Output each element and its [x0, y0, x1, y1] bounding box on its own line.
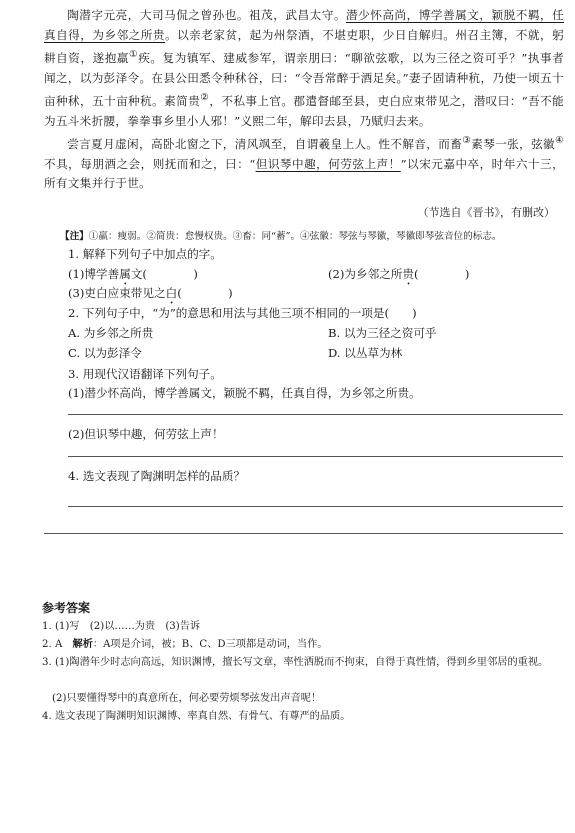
answer-2: 2. A 解析：A项是介词，被；B、C、D三项都是动词，当作。 [42, 639, 328, 650]
question-1-item-1[interactable]: (1)博学善属文( ) [68, 267, 198, 281]
question-2-option-c[interactable]: C. 以为彭泽令 [68, 346, 142, 360]
question-1-stem: 1. 解释下列句子中加点的字。 [68, 247, 222, 261]
question-1-item-3[interactable]: (3)吏白应束带见之白( ) [68, 286, 233, 300]
answer-line[interactable] [68, 414, 563, 415]
passage-paragraph-1: 陶潜字元亮，大司马侃之曾孙也。祖茂，武昌太守。潜少怀高尚，博学善属文，颖脱不羁，任真自得，为乡邻之所贵。以亲老家贫，起为州祭酒，不堪吏职，少日自解归。州召主簿，不就，躬耕自资，遂抱羸①疾。复为镇军、建威参军，谓亲朋曰：“聊欲弦歌，以为三径之资可乎？”执事者闻之，以为彭泽令。在县公田悉令种秫谷，曰：“令吾常醉于酒足矣。”妻子固请种秔，乃使一顷五十亩种秫，五十亩种秔。素简贵②，不私事上官。郡遣督邮至县，吏白应束带见之，潜叹曰：“吾不能为五斗米折腰，拳拳事乡里小人邪！”义熙二年，解印去县，乃赋归去来。 [44, 8, 565, 128]
question-3-sentence-2: (2)但识琴中趣，何劳弦上声！ [68, 427, 224, 441]
question-4-stem: 4. 选文表现了陶渊明怎样的品质？ [68, 469, 246, 483]
footnote-mark-2: ② [200, 92, 210, 104]
passage-paragraph-2: 尝言夏月虚闲，高卧北窗之下，清风飒至，自谓羲皇上人。性不解音，而畜③素琴一张，弦徽④不具，每朋酒之会，则抚而和之，曰：“但识琴中趣，何劳弦上声！”以宋元嘉中卒，时年六十三，所有文集并行于世。 [44, 135, 564, 191]
question-2-stem: 2. 下列句子中，“为”的意思和用法与其他三项不相同的一项是( ) [68, 306, 417, 320]
answer-key-title: 参考答案 [42, 601, 91, 615]
passage-source: （节选自《晋书》，有删改） [417, 206, 555, 219]
question-3-sentence-1: (1)潜少怀高尚，博学善属文，颖脱不羁，任真自得，为乡邻之所贵。 [68, 386, 421, 400]
footnote-mark-4: ④ [555, 135, 564, 147]
answer-4: 4. 选文表现了陶渊明知识渊博、率真自然、有骨气、有尊严的品质。 [42, 711, 351, 722]
footnote-mark-3: ③ [462, 135, 472, 147]
footnote-mark-1: ① [129, 49, 139, 61]
answer-1: 1. (1)写 (2)以……为贵 (3)告诉 [42, 621, 201, 632]
classical-passage [44, 6, 564, 194]
question-2-option-b[interactable]: B. 以为三径之资可乎 [328, 326, 437, 340]
answer-line[interactable] [68, 506, 563, 507]
underlined-sentence-1: 潜少怀高尚，博学善属文，颖脱不羁，任真自得，为乡邻之所贵 [44, 8, 564, 42]
answer-line[interactable] [68, 456, 563, 457]
answer-3-2: (2)只要懂得琴中的真意所在，何必要劳烦琴弦发出声音呢！ [52, 693, 322, 704]
answer-3-1: 3. (1)陶潜年少时志向高远，知识渊博，擅长写文章，率性洒脱而不拘束，自得于真性情，得到乡里邻居的重视。 [42, 657, 549, 668]
question-2-option-a[interactable]: A. 为乡邻之所贵 [68, 326, 154, 340]
question-2-option-d[interactable]: D. 以丛草为林 [328, 346, 403, 360]
note-label: 【注】 [60, 231, 89, 242]
note-text: ①羸：瘦弱。②简贵：怠慢权贵。③畜：同“蓄”。④弦徽：琴弦与琴徽，琴徽即琴弦音位的标志。 [88, 231, 502, 242]
analysis-label: 解析 [72, 639, 93, 650]
footnotes [60, 230, 568, 244]
question-1-item-2[interactable]: (2)为乡邻之所贵( ) [328, 267, 470, 281]
question-3-stem: 3. 用现代汉语翻译下列句子。 [68, 367, 222, 381]
underlined-sentence-2: 但识琴中趣，何劳弦上声！ [255, 156, 401, 171]
answer-line[interactable] [44, 533, 563, 534]
